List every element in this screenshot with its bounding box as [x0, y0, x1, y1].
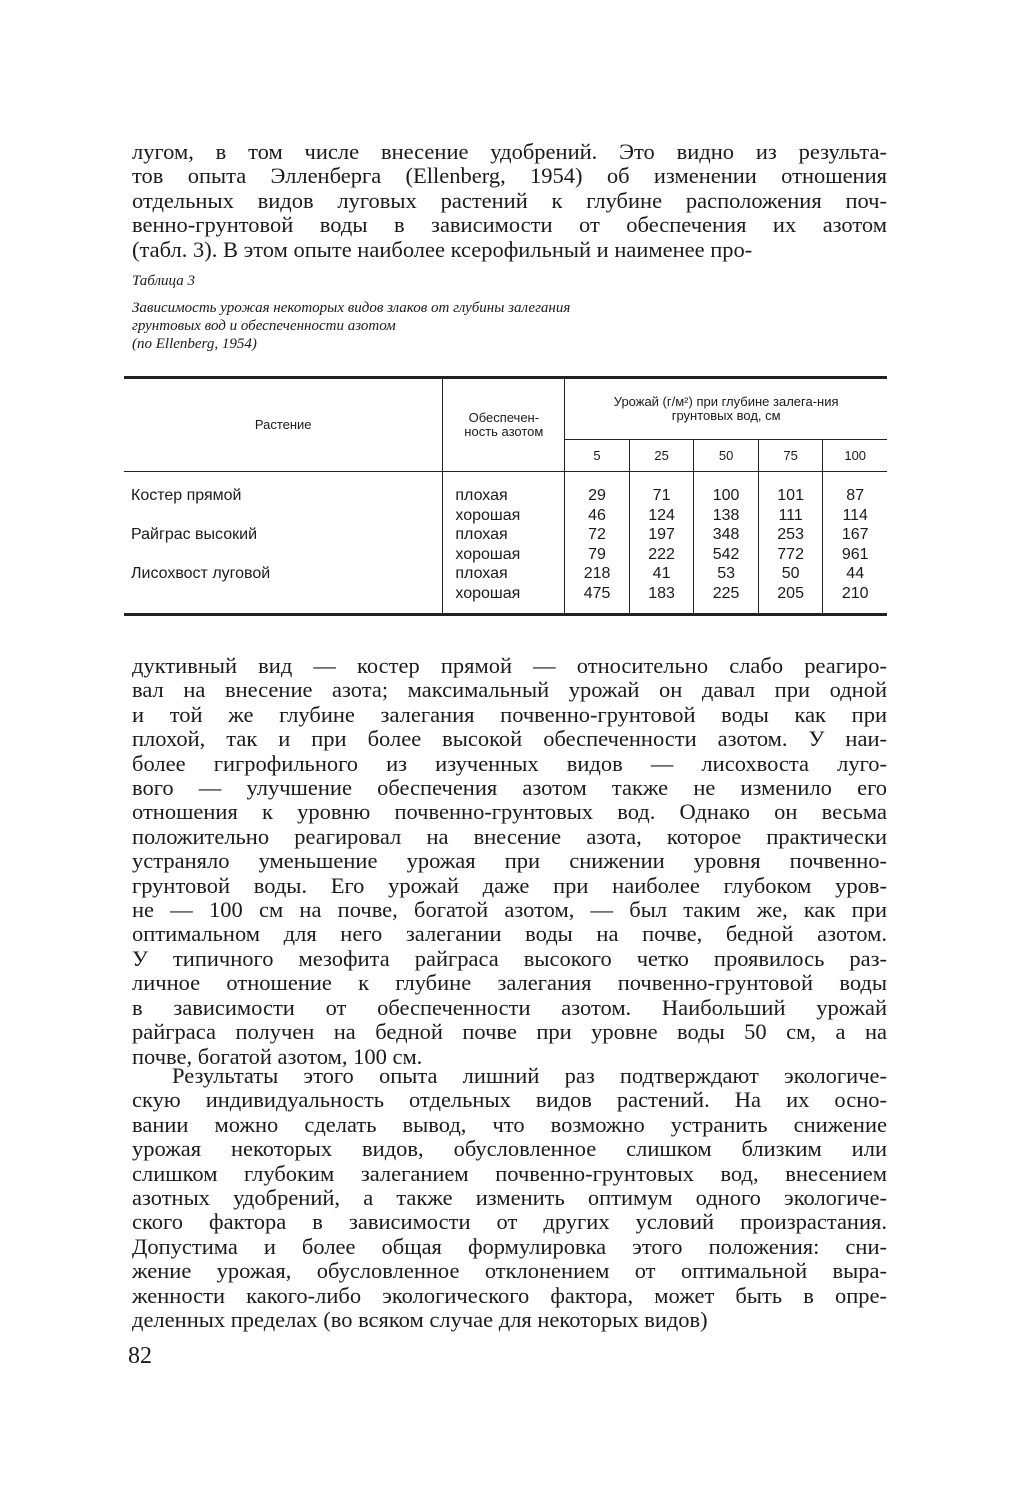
yield-value: 46 — [565, 506, 630, 526]
table-row — [124, 506, 887, 526]
text-line: слишком глубоким залеганием почвенно-грунтовых вод, внесением — [132, 1160, 887, 1186]
yield-value: 961 — [823, 545, 887, 565]
text-line: Результаты этого опыта лишний раз подтверждают экологиче- — [172, 1063, 887, 1088]
text-line: плохой, так и при более высокой обеспеченности азотом. У наи- — [132, 726, 887, 752]
yield-value: 197 — [629, 525, 694, 545]
yield-table — [124, 376, 887, 616]
yield-value: 79 — [565, 545, 630, 565]
depth-header: 25 — [629, 440, 694, 472]
text-line: дуктивный вид — костер прямой — относительно слабо реагиро- — [132, 653, 887, 678]
table-row — [124, 472, 887, 506]
text-line: скую индивидуальность отдельных видов растений. На их осно- — [132, 1087, 887, 1113]
caption-line: Зависимость урожая некоторых видов злаков от глубины залегания — [132, 300, 571, 316]
text-line: оптимальном для него залегании воды на почве, бедной азотом. — [132, 921, 887, 947]
depth-header: 50 — [694, 440, 759, 472]
yield-value: 167 — [823, 525, 887, 545]
nitrogen-level: плохая — [443, 525, 565, 545]
table-caption — [132, 299, 570, 353]
plant-name: Райграс высокий — [131, 526, 258, 543]
text-line: жение урожая, обусловленное отклонением от оптимальной выра- — [132, 1258, 887, 1284]
plant-name — [124, 506, 443, 526]
table-row — [124, 545, 887, 565]
plant-name — [124, 584, 443, 615]
yield-value: 348 — [694, 525, 759, 545]
text-line: У типичного мезофита райграса высокого четко проявилось раз- — [132, 945, 887, 971]
yield-value: 41 — [629, 564, 694, 584]
yield-value: 253 — [758, 525, 823, 545]
text-line: райграса получен на бедной почве при уровне воды 50 см, а на — [132, 1019, 887, 1045]
caption-line: (по Ellenberg, 1954) — [132, 336, 257, 352]
text-line: личное отношение к глубине залегания почвенно-грунтовой воды — [132, 970, 887, 996]
plant-name — [124, 545, 443, 565]
yield-value: 53 — [694, 564, 759, 584]
text-line: Допустима и более общая формулировка этого положения: сни- — [132, 1233, 887, 1259]
text-line: лугом, в том числе внесение удобрений. Это видно из результа- — [132, 139, 887, 164]
text-line: вал на внесение азота; максимальный урожай он давал при одной — [132, 677, 887, 703]
text-line: в зависимости от обеспеченности азотом. Наибольший урожай — [132, 994, 887, 1020]
paragraph-intro — [132, 140, 887, 262]
depth-header: 75 — [758, 440, 823, 472]
yield-value: 101 — [758, 472, 823, 506]
yield-value: 183 — [629, 584, 694, 615]
plant-name: Костер прямой — [131, 487, 242, 504]
yield-value: 218 — [565, 564, 630, 584]
nitrogen-level: хорошая — [443, 506, 565, 526]
yield-value: 44 — [823, 564, 887, 584]
text-line: венно-грунтовой воды в зависимости от обеспечения их азотом — [132, 212, 887, 238]
nitrogen-level: плохая — [443, 564, 565, 584]
page-number: 82 — [128, 1343, 152, 1369]
table-row — [124, 564, 887, 584]
yield-value: 72 — [565, 525, 630, 545]
plant-name: Лисохвост луговой — [131, 565, 271, 582]
depth-header: 100 — [823, 440, 887, 472]
text-line: вании можно сделать вывод, что возможно устранить снижение — [132, 1111, 887, 1137]
yield-value: 772 — [758, 545, 823, 565]
yield-value: 210 — [823, 584, 887, 615]
text-line: деленных пределах (во всяком случае для некоторых видов) — [132, 1307, 708, 1333]
yield-value: 542 — [694, 545, 759, 565]
text-line: женности какого-либо экологического фактора, может быть в опре- — [132, 1282, 887, 1308]
caption-line: грунтовых вод и обеспеченности азотом — [132, 318, 396, 334]
text-line: положительно реагировал на внесение азота, которое практически — [132, 823, 887, 849]
table-row — [124, 584, 887, 615]
text-line: отдельных видов луговых растений к глубине расположения поч- — [132, 187, 887, 213]
yield-value: 50 — [758, 564, 823, 584]
nitrogen-level: хорошая — [443, 545, 565, 565]
text-line: грунтовой воды. Его урожай даже при наиболее глубоком уров- — [132, 872, 887, 898]
header-nitrogen — [443, 378, 565, 472]
text-line: вого — улучшение обеспечения азотом также не изменило его — [132, 775, 887, 801]
yield-value: 114 — [823, 506, 887, 526]
text-line: тов опыта Элленберга (Ellenberg, 1954) об изменении отношения — [132, 163, 887, 189]
header-yield — [565, 378, 887, 440]
yield-value: 138 — [694, 506, 759, 526]
header-nitrogen-text: Обеспечен-ность азотом — [464, 410, 544, 439]
yield-value: 100 — [694, 472, 759, 506]
text-line: более гигрофильного из изученных видов — лисохвоста луго- — [132, 750, 887, 776]
yield-value: 71 — [629, 472, 694, 506]
text-line: устраняло уменьшение урожая при снижении уровня почвенно- — [132, 848, 887, 874]
nitrogen-level: плохая — [443, 472, 565, 506]
text-line: не — 100 см на почве, богатой азотом, — был таким же, как при — [132, 897, 887, 923]
table-label — [132, 272, 195, 290]
text-line: азотных удобрений, а также изменить оптимум одного экологиче- — [132, 1185, 887, 1211]
yield-value: 205 — [758, 584, 823, 615]
text-line: ского фактора в зависимости от других условий произрастания. — [132, 1209, 887, 1235]
depth-header: 5 — [565, 440, 630, 472]
yield-value: 29 — [565, 472, 630, 506]
yield-value: 222 — [629, 545, 694, 565]
yield-value: 87 — [823, 472, 887, 506]
yield-value: 475 — [565, 584, 630, 615]
table-row — [124, 525, 887, 545]
text-line: (табл. 3). В этом опыте наиболее ксерофильный и наименее про- — [132, 236, 753, 262]
text-line: почве, богатой азотом, 100 см. — [132, 1043, 423, 1069]
yield-value: 225 — [694, 584, 759, 615]
paragraph-results — [132, 654, 887, 1069]
header-yield-text: Урожай (г/м²) при глубине залега-ния грунтовых вод, см — [613, 394, 839, 423]
yield-value: 124 — [629, 506, 694, 526]
table-label-text: Таблица 3 — [132, 273, 195, 289]
text-line: и той же глубине залегания почвенно-грунтовой воды как при — [132, 701, 887, 727]
text-line: отношения к уровню почвенно-грунтовых вод. Однако он весьма — [132, 799, 887, 825]
yield-value: 111 — [758, 506, 823, 526]
paragraph-conclusion — [132, 1064, 887, 1332]
header-plant: Растение — [124, 378, 443, 472]
nitrogen-level: хорошая — [443, 584, 565, 615]
text-line: урожая некоторых видов, обусловленное слишком близким или — [132, 1136, 887, 1162]
